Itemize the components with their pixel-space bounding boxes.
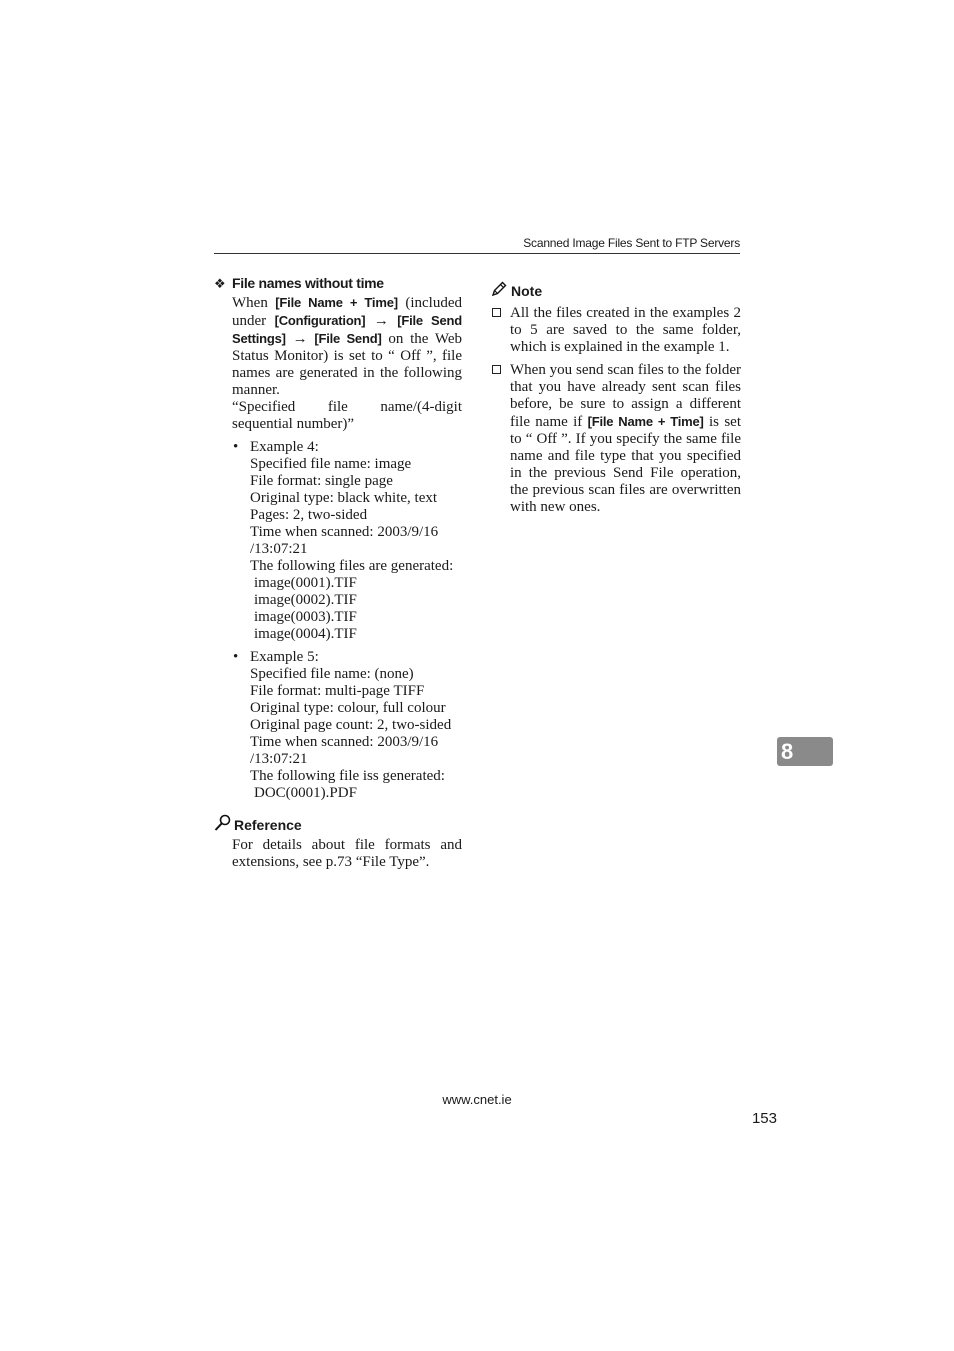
arrow-2: → <box>285 331 315 347</box>
example-5-line: File format: multi-page TIFF <box>250 683 425 699</box>
magnifier-icon <box>214 814 232 837</box>
left-column <box>214 275 462 871</box>
note-heading <box>491 281 741 302</box>
checkbox-icon <box>492 365 501 374</box>
key-configuration: [Configuration] <box>274 313 366 328</box>
diamond-bullet-icon: ❖ <box>214 276 226 291</box>
intro-text-2: (included under <box>232 295 462 329</box>
file-name: image(0001).TIF <box>254 575 357 591</box>
example-4-line: File format: single page <box>250 473 393 489</box>
file-name: image(0003).TIF <box>254 609 357 625</box>
reference-text: For details about file formats and extensions, see p.73 “File Type”. <box>232 837 462 870</box>
file-name: DOC(0001).PDF <box>254 785 357 801</box>
example-5-line: The following file iss generated: <box>250 768 445 784</box>
example-5-line: Original type: colour, full colour <box>250 700 446 716</box>
note-item-2-text-2: is set to “ Off ”. If you specify the same file name and file type that you specified in the previous Send File operation, the previous scan files are overwritten with new ones. <box>510 414 741 515</box>
note-title: Note <box>511 283 543 299</box>
example-5-line: • Example 5: <box>250 649 319 665</box>
example-4-line: Pages: 2, two-sided <box>250 507 368 523</box>
intro-text-1: When <box>232 295 276 311</box>
section-title: File names without time <box>232 275 384 291</box>
note-item-1 <box>491 305 741 356</box>
examples-list <box>214 439 462 802</box>
example-5-line: Original page count: 2, two-sided <box>250 717 452 733</box>
running-header <box>214 236 740 254</box>
reference-title: Reference <box>234 817 302 833</box>
key-file-name-time: [File Name + Time] <box>275 295 398 310</box>
intro-paragraph <box>232 294 462 399</box>
right-column <box>491 281 741 522</box>
key-file-name-time: [File Name + Time] <box>587 414 704 429</box>
example-4 <box>232 439 462 643</box>
example-4-line: Original type: black white, text <box>250 490 438 506</box>
example-5 <box>232 649 462 802</box>
running-title: Scanned Image Files Sent to FTP Servers <box>523 236 740 250</box>
example-4-line: The following files are generated: <box>250 558 454 574</box>
page-number: 153 <box>751 1110 777 1127</box>
section-body <box>214 294 462 433</box>
name-pattern: “Specified file name/(4-digit sequential number)” <box>232 399 462 432</box>
file-name: image(0004).TIF <box>254 626 357 642</box>
example-5-line: Specified file name: (none) <box>250 666 414 682</box>
key-file-send-settings: [File Send Settings] <box>232 313 463 346</box>
file-name: image(0002).TIF <box>254 592 357 608</box>
intro-text-3: on the Web Status Monitor) is set to “ Off ”, file names are generated in the following manner. <box>232 331 463 398</box>
example-4-line: Specified file name: image <box>250 456 412 472</box>
pencil-icon <box>491 281 507 302</box>
arrow-1: → <box>365 313 398 329</box>
example-4-line: • Example 4: <box>250 439 319 455</box>
example-4-line: Time when scanned: 2003/9/16 /13:07:21 <box>250 524 439 557</box>
note-item-2 <box>491 362 741 516</box>
key-file-send: [File Send] <box>314 331 382 346</box>
checkbox-icon <box>492 308 501 317</box>
footer-url: www.cnet.ie <box>442 1092 512 1107</box>
note-item-2-text-1: When you send scan files to the folder that you have already sent scan files before, be sure to assign a different file name if <box>510 362 741 430</box>
note-item-1-text: All the files created in the examples 2 to 5 are saved to the same folder, which is explained in the example 1. <box>510 305 741 355</box>
section-heading <box>214 275 462 292</box>
reference-heading <box>214 814 462 837</box>
chapter-tab: 8 <box>777 737 833 766</box>
example-5-line: Time when scanned: 2003/9/16 /13:07:21 <box>250 734 439 767</box>
